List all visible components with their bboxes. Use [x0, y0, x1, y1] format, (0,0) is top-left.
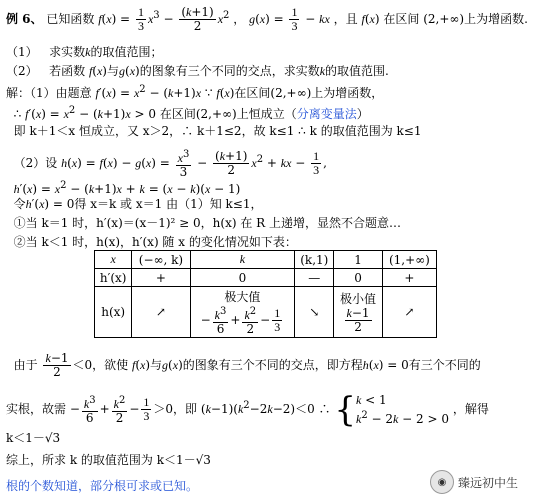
solution-line-10: 实根，故需 − $\frac{k^3}{6}$ + $\frac{k^2}{2}$ − $\frac{1}{3}$ ＞0，即 $(k-1)(k^2-2k-2)<0$ ∴ {k < 1 $k^2 - 2k - 2 > 0$ ，解得 [6, 389, 489, 430]
question-1: （1） 求实数k的取值范围； [6, 45, 163, 59]
table-row: h(x) ↗ 极大值 − $\frac{k^3}{6}$ + $\frac{k^2}{2}$ − $\frac{1}{3}$ ↘ 极小值 $\frac{k-1}{2}$ ↗ [95, 287, 437, 338]
table-row: x (−∞, k) k (k,1) 1 (1,+∞) [95, 251, 437, 269]
problem-title: 例 6、 已知函数 f(x) = $\frac{1}{3}$ $x^3$ − $\frac{(k+1)}{2}$ $x^2$ ， g(x) = $\frac{1}{3}$ − kx ，且 f(x) 在区间 (2,+∞)上为增函数. [6, 5, 528, 33]
table-row: h′(x) + 0 — 0 + [95, 269, 437, 287]
solution-line-7: ①当 k＝1 时，h′(x)＝(x－1)² ≥ 0，h(x) 在 R 上递增，显然不合题意… [13, 216, 401, 230]
example-label: 例 6、 [6, 12, 43, 26]
note-text: 根的个数知道，部分根可求或已知。 [6, 479, 199, 493]
variation-table [94, 250, 437, 338]
wechat-icon: ◉ [430, 470, 454, 494]
local-max-label: 极大值 [224, 290, 261, 304]
solution-line-3: 即 k＋1＜x 恒成立，又 x＞2，∴ k＋1≤2，故 k≤1 ∴ k 的取值范围为 k≤1 [13, 124, 422, 138]
question-2: （2） 若函数 f(x)与g(x)的图象有三个不同的交点，求实数k的取值范围. [6, 64, 389, 78]
solution-line-11: k＜1－√3 [6, 431, 61, 445]
method-highlight: 分离变量法 [296, 107, 357, 121]
solution-line-6: 令h′(x) = 0得 x＝k 或 x＝1 由（1）知 k≤1， [13, 197, 263, 211]
solution-line-5: $h'(x) = x^2 - (k+1)x + k = (x - k)(x - 1)$ [13, 180, 241, 196]
logo-text: 臻远初中生 [458, 475, 519, 490]
watermark-logo [430, 470, 518, 494]
solution-line-1: 解：（1）由题意 $f'(x) = x^2 - (k+1)x$ ∵ f(x)在区间(2,+∞)上为增函数， [6, 84, 384, 100]
local-min-label: 极小值 [340, 292, 377, 306]
solution-line-4: （2）设 h(x) = f(x) − g(x) = $\frac{x^3}{3}$ − $\frac{(k+1)}{2}$ $x^2$ + kx − $\frac{1}{3}$ , [13, 149, 327, 179]
solution-line-8: ②当 k＜1 时，h(x)，h′(x) 随 x 的变化情况如下表： [13, 235, 297, 249]
solution-line-9: 由于 $\frac{k-1}{2}$ ＜0，欲使 f(x)与g(x)的图象有三个不同的交点，即方程h(x) = 0有三个不同的 [13, 351, 481, 379]
solution-line-2: ∴ $f'(x) = x^2 - (k+1)x > 0$ 在区间(2,+∞)上恒成立（分离变量法） [13, 105, 369, 121]
solution-line-12: 综上，所求 k 的取值范围为 k＜1－√3 [6, 453, 211, 467]
